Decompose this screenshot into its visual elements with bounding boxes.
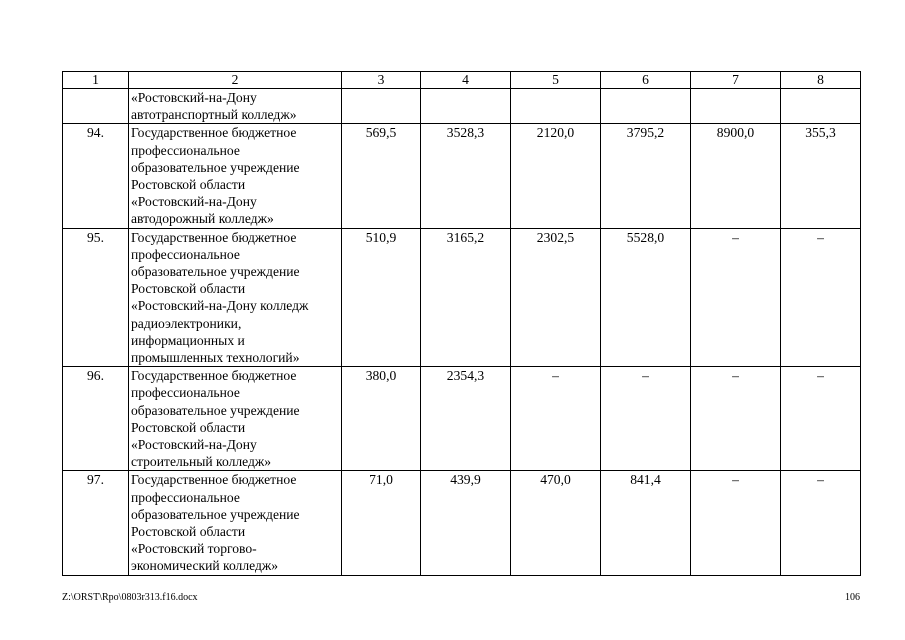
institution-name-line: «Ростовский-на-Дону xyxy=(131,194,257,210)
value-cell-col-7: – xyxy=(691,367,781,471)
institution-name-line: Ростовской области xyxy=(131,419,246,435)
footer-file-path: Z:\ORST\Rpo\0803r313.f16.docx xyxy=(62,592,198,603)
row-number: 94. xyxy=(63,124,129,228)
table-row xyxy=(63,471,861,575)
header-cell: 7 xyxy=(691,72,781,89)
institution-name-line: информационных и xyxy=(131,332,245,348)
institution-name-line: автотранспортный колледж» xyxy=(131,107,297,123)
institution-name-line: Ростовской области xyxy=(131,524,246,540)
value-cell-col-7 xyxy=(691,89,781,124)
value-cell-col-3 xyxy=(342,89,421,124)
value-cell-col-8: – xyxy=(781,471,861,575)
table-row xyxy=(63,228,861,367)
value-cell-col-4: 439,9 xyxy=(421,471,511,575)
value-cell-col-5: 2120,0 xyxy=(511,124,601,228)
value-cell-col-4: 3165,2 xyxy=(421,228,511,367)
value-cell-col-7: – xyxy=(691,471,781,575)
institution-name-line: образовательное учреждение xyxy=(131,506,300,522)
row-number: 95. xyxy=(63,228,129,367)
budget-table xyxy=(62,71,861,576)
institution-name xyxy=(129,89,342,124)
header-row xyxy=(63,72,861,89)
table-row xyxy=(63,89,861,124)
value-cell-col-8: – xyxy=(781,367,861,471)
row-number: 97. xyxy=(63,471,129,575)
value-cell-col-6: 841,4 xyxy=(601,471,691,575)
institution-name-line: образовательное учреждение xyxy=(131,402,300,418)
value-cell-col-6: – xyxy=(601,367,691,471)
value-cell-col-4 xyxy=(421,89,511,124)
value-cell-col-6: 3795,2 xyxy=(601,124,691,228)
footer-page-number: 106 xyxy=(845,592,860,603)
value-cell-col-5 xyxy=(511,89,601,124)
institution-name-line: экономический колледж» xyxy=(131,558,279,574)
value-cell-col-8 xyxy=(781,89,861,124)
value-cell-col-6 xyxy=(601,89,691,124)
institution-name xyxy=(129,471,342,575)
institution-name-line: автодорожный колледж» xyxy=(131,211,274,227)
header-cell: 8 xyxy=(781,72,861,89)
institution-name-line: образовательное учреждение xyxy=(131,264,300,280)
institution-name-line: строительный колледж» xyxy=(131,454,272,470)
institution-name-line: профессиональное xyxy=(131,246,240,262)
institution-name-line: Государственное бюджетное xyxy=(131,368,297,384)
institution-name-line: «Ростовский торгово- xyxy=(131,541,257,557)
institution-name-line: Государственное бюджетное xyxy=(131,472,297,488)
institution-name xyxy=(129,228,342,367)
institution-name-line: Государственное бюджетное xyxy=(131,125,297,141)
value-cell-col-3: 71,0 xyxy=(342,471,421,575)
institution-name-line: промышленных технологий» xyxy=(131,350,300,366)
header-cell: 6 xyxy=(601,72,691,89)
header-cell: 4 xyxy=(421,72,511,89)
institution-name-line: профессиональное xyxy=(131,489,240,505)
value-cell-col-5: 470,0 xyxy=(511,471,601,575)
institution-name xyxy=(129,367,342,471)
institution-name-line: образовательное учреждение xyxy=(131,159,300,175)
institution-name-line: радиоэлектроники, xyxy=(131,315,242,331)
institution-name-line: Ростовской области xyxy=(131,281,246,297)
value-cell-col-7: 8900,0 xyxy=(691,124,781,228)
value-cell-col-4: 2354,3 xyxy=(421,367,511,471)
value-cell-col-6: 5528,0 xyxy=(601,228,691,367)
value-cell-col-5: 2302,5 xyxy=(511,228,601,367)
value-cell-col-3: 569,5 xyxy=(342,124,421,228)
value-cell-col-3: 510,9 xyxy=(342,228,421,367)
institution-name-line: Ростовской области xyxy=(131,177,246,193)
value-cell-col-5: – xyxy=(511,367,601,471)
value-cell-col-8: – xyxy=(781,228,861,367)
institution-name-line: «Ростовский-на-Дону xyxy=(131,437,257,453)
institution-name-line: «Ростовский-на-Дону xyxy=(131,90,257,105)
table-row xyxy=(63,124,861,228)
row-number xyxy=(63,89,129,124)
institution-name-line: «Ростовский-на-Дону колледж xyxy=(131,298,309,314)
institution-name xyxy=(129,124,342,228)
institution-name-line: Государственное бюджетное xyxy=(131,229,297,245)
header-cell: 5 xyxy=(511,72,601,89)
value-cell-col-7: – xyxy=(691,228,781,367)
value-cell-col-8: 355,3 xyxy=(781,124,861,228)
header-cell: 2 xyxy=(129,72,342,89)
header-cell: 1 xyxy=(63,72,129,89)
header-cell: 3 xyxy=(342,72,421,89)
value-cell-col-3: 380,0 xyxy=(342,367,421,471)
value-cell-col-4: 3528,3 xyxy=(421,124,511,228)
row-number: 96. xyxy=(63,367,129,471)
institution-name-line: профессиональное xyxy=(131,142,240,158)
institution-name-line: профессиональное xyxy=(131,385,240,401)
table-row xyxy=(63,367,861,471)
